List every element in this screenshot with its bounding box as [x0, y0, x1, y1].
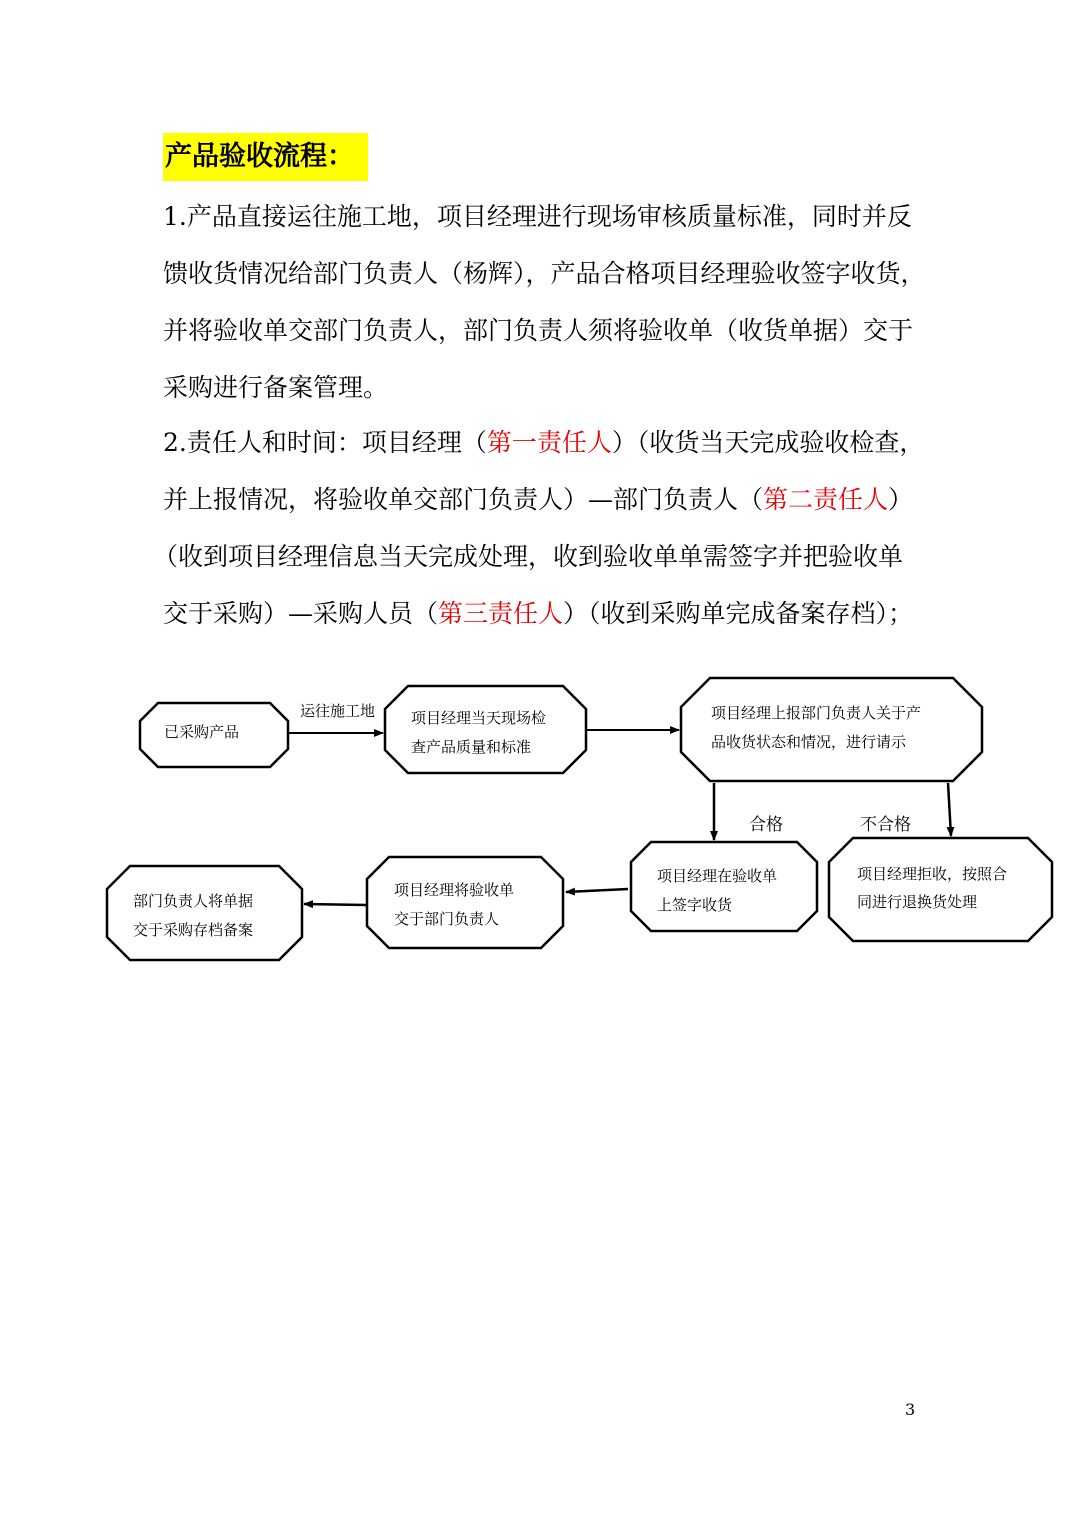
flow-node-text: 项目经理当天现场检: [411, 709, 547, 727]
flow-node-archive-procurement: [107, 866, 302, 960]
paragraph-line: 1.产品直接运往施工地，项目经理进行现场审核质量标准，同时并反: [163, 202, 912, 231]
flow-node-text: 上签字收货: [657, 896, 733, 914]
paragraph-line: 馈收货情况给部门负责人（杨辉），产品合格项目经理验收签字收货，: [163, 259, 926, 288]
flow-node-text: 项目经理拒收，按照合: [857, 865, 1008, 883]
text-run: ）: [888, 485, 914, 514]
flow-node-text: 交于部门负责人: [394, 910, 500, 928]
edge-label-fail: 不合格: [860, 815, 911, 835]
flow-node-text: 项目经理上报部门负责人关于产: [711, 704, 922, 722]
paragraph-line: [163, 471, 923, 528]
paragraph-line: （收到项目经理信息当天完成处理，收到验收单单需签字并把验收单: [153, 542, 904, 571]
page-title: 产品验收流程：: [163, 133, 368, 181]
highlight-first-responsible: 第一责任人: [486, 428, 612, 457]
paragraph-line: [163, 414, 923, 471]
flowchart: [0, 660, 1080, 980]
edge-label-transport: 运往施工地: [300, 702, 376, 720]
flow-arrow: [948, 783, 951, 836]
flow-arrow: [566, 889, 628, 892]
text-run: 并上报情况，将验收单交部门负责人）—部门负责人（: [163, 485, 764, 514]
flow-node-hand-to-manager: [367, 857, 563, 948]
flow-node-text: 项目经理将验收单: [394, 881, 515, 899]
flow-node-text: 部门负责人将单据: [133, 892, 254, 910]
page-number: 3: [905, 1400, 916, 1419]
flow-node-reject-return: [829, 838, 1052, 941]
flow-node-text: 查产品质量和标准: [411, 738, 532, 756]
flow-node-report-to-manager: [681, 678, 982, 781]
flow-node-text: 同进行退换货处理: [857, 893, 978, 911]
paragraph-line: [163, 585, 923, 642]
flow-node-text: 已采购产品: [164, 723, 240, 741]
text-run: ）（收到采购单完成备案存档）；: [563, 599, 914, 628]
highlight-second-responsible: 第二责任人: [763, 485, 889, 514]
highlight-third-responsible: 第三责任人: [438, 599, 564, 628]
paragraph-acceptance-steps: [163, 188, 926, 416]
paragraph-line: 采购进行备案管理。: [163, 373, 389, 402]
paragraph-line: 并将验收单交部门负责人，部门负责人须将验收单（收货单据）交于: [163, 316, 914, 345]
edge-label-pass: 合格: [749, 815, 783, 835]
flow-node-text: 交于采购存档备案: [133, 921, 254, 939]
flow-node-text: 项目经理在验收单: [657, 867, 778, 885]
text-run: ）（收货当天完成验收检查，: [611, 428, 925, 457]
flow-node-onsite-inspection: [385, 686, 586, 773]
paragraph-responsibilities: [153, 414, 925, 642]
flow-node-sign-receipt: [631, 842, 817, 931]
text-run: 2.责任人和时间：项目经理（: [163, 428, 487, 457]
text-run: 交于采购）—采购人员（: [163, 599, 439, 628]
flow-node-text: 品收货状态和情况，进行请示: [711, 733, 907, 751]
flow-arrow: [304, 904, 366, 905]
